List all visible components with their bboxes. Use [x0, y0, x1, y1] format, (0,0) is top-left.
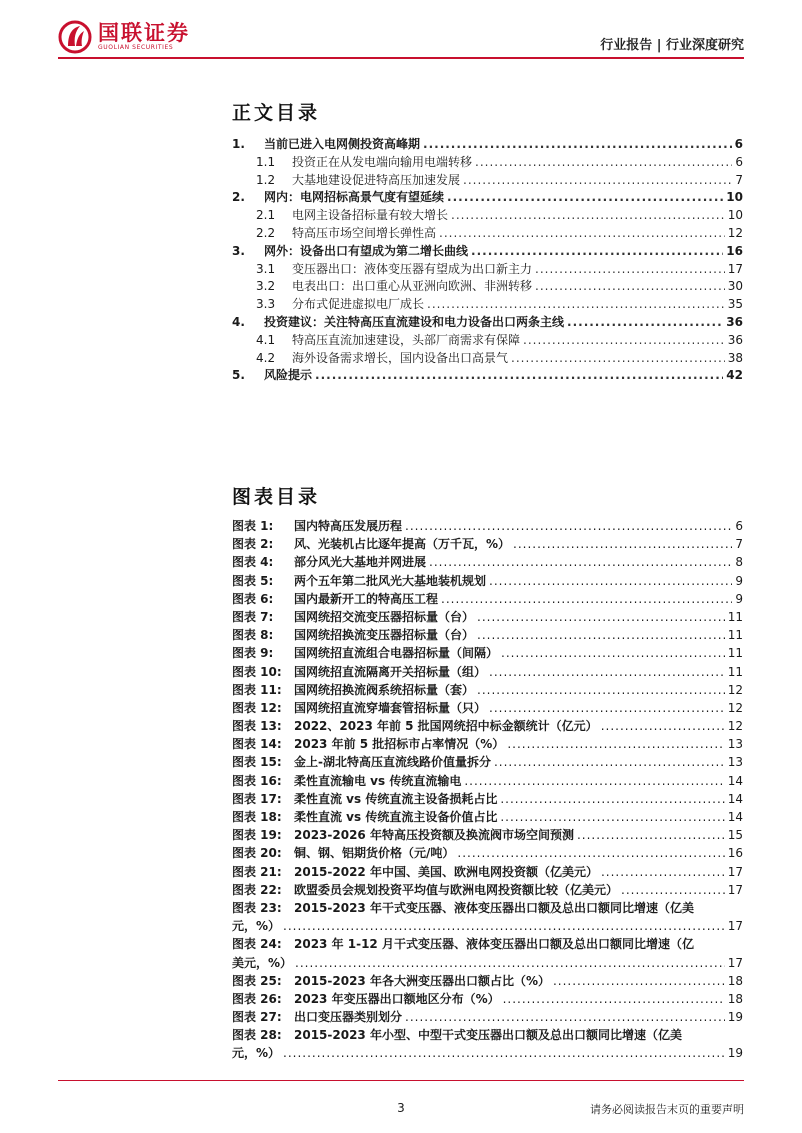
toc-entry-page: 35 [727, 297, 743, 312]
figure-entry-number: 图表 26: [232, 991, 282, 1006]
toc-leader-dots [567, 315, 723, 329]
toc-leader-dots [535, 279, 725, 293]
figure-entry-label: 国网统招直流隔离开关招标量（组） [294, 664, 487, 679]
toc-entry-page: 10 [727, 208, 743, 223]
toc-leader-dots [427, 297, 725, 311]
figure-entry[interactable] [232, 717, 743, 735]
figure-entry-page: 17 [727, 919, 743, 934]
figure-entry-number: 图表 9: [232, 646, 274, 661]
toc-entry-number: 5. [232, 368, 245, 383]
figure-entry-label: 2015-2023 年干式变压器、液体变压器出口额及总出口额同比增速（亿美 [294, 900, 694, 915]
toc-entry-label: 投资正在从发电端向输用电端转移 [292, 154, 473, 169]
figure-entry[interactable] [232, 663, 743, 681]
logo-name-en: GUOLIAN SECURITIES [98, 44, 174, 51]
toc-entry-label: 电表出口：出口重心从亚洲向欧洲、非洲转移 [292, 279, 533, 294]
figure-entry-continuation[interactable] [232, 1044, 743, 1062]
header-divider [58, 57, 744, 59]
toc-leader-dots [475, 155, 732, 169]
figure-entry[interactable] [232, 772, 743, 790]
figure-entry-page: 11 [727, 628, 743, 643]
toc-entry-page: 36 [726, 314, 743, 329]
toc-entry-number: 2.2 [256, 225, 276, 240]
figure-leader-dots [477, 608, 725, 626]
toc-entry-page: 42 [726, 368, 743, 383]
figure-entry[interactable] [232, 608, 743, 626]
toc-entry-number: 1.2 [256, 172, 276, 187]
figure-entry-number: 图表 19: [232, 828, 282, 843]
figure-entry-number: 图表 27: [232, 1010, 282, 1025]
toc-entry[interactable] [232, 366, 743, 384]
figure-leader-dots [601, 717, 725, 735]
figure-entry-number: 图表 8: [232, 628, 274, 643]
toc-leader-dots [523, 333, 725, 347]
figure-entry-label: 2015-2023 年各大洲变压器出口额占比（%） [294, 973, 550, 988]
figure-entry[interactable] [232, 553, 743, 571]
figure-entry-number: 图表 18: [232, 810, 282, 824]
toc-entry-number: 2. [232, 190, 245, 205]
figure-entry-label: 国网统招换流变压器招标量（台） [294, 628, 475, 643]
figures-title: 图表目录 [232, 486, 321, 508]
page-number: 3 [397, 1101, 405, 1115]
toc-entry-label: 当前已进入电网侧投资高峰期 [264, 137, 421, 151]
figure-entry[interactable] [232, 1008, 743, 1026]
page-header [0, 0, 802, 64]
figure-entry-page: 13 [727, 737, 743, 752]
figure-leader-dots [477, 626, 725, 644]
toc-entry[interactable] [232, 331, 743, 349]
toc-leader-dots [451, 208, 725, 222]
figure-entry-label: 出口变压器类别划分 [294, 1010, 403, 1025]
figure-entry-number: 图表 13: [232, 719, 282, 734]
toc-entry[interactable] [232, 295, 743, 313]
figure-leader-dots [501, 644, 725, 662]
figure-leader-dots [553, 972, 725, 990]
figure-entry-number: 图表 12: [232, 700, 282, 715]
toc-leader-dots [439, 226, 725, 240]
footer-notice: 请务必阅读报告末页的重要声明 [590, 1103, 744, 1116]
figure-entry-label: 铜、钢、铝期货价格（元/吨） [294, 846, 455, 861]
figure-leader-dots [500, 790, 724, 808]
figure-entry-number: 图表 6: [232, 591, 274, 606]
figure-entry-label: 2023 年前 5 批招标市占率情况（%） [294, 737, 505, 752]
toc-leader-dots [315, 368, 723, 382]
figure-entry[interactable] [232, 590, 743, 608]
toc-entry-number: 4. [232, 314, 245, 329]
toc-entry-number: 3.2 [256, 279, 276, 294]
figure-leader-dots [489, 699, 725, 717]
toc-entry-page: 10 [726, 190, 743, 205]
toc-entry[interactable] [232, 153, 743, 171]
figure-entry-number: 图表 14: [232, 737, 282, 752]
figure-entry-label: 欧盟委员会规划投资平均值与欧洲电网投资额比较（亿美元） [294, 882, 619, 897]
figure-entry-page: 14 [727, 773, 743, 788]
figure-entry-number: 图表 7: [232, 609, 274, 624]
figure-entry-number: 图表 23: [232, 900, 282, 915]
figure-entry-label: 柔性直流 vs 传统直流主设备价值占比 [294, 810, 498, 824]
figure-leader-dots [464, 772, 724, 790]
figure-entry[interactable] [232, 881, 743, 899]
figure-leader-dots [577, 826, 725, 844]
toc-entry-label: 分布式促进虚拟电厂成长 [292, 297, 425, 312]
toc-entry-page: 36 [727, 332, 743, 347]
figure-entry-label: 风、光装机占比逐年提高（万千瓦，%） [294, 537, 511, 552]
figure-entry-number: 图表 10: [232, 664, 282, 679]
figure-entry-label: 柔性直流输电 vs 传统直流输电 [294, 773, 462, 788]
figure-entry-label: 国网统招直流穿墙套管招标量（只） [294, 700, 487, 715]
figure-entry[interactable] [232, 735, 743, 753]
figure-entry-label: 国网统招交流变压器招标量（台） [294, 609, 475, 624]
figure-entry[interactable] [232, 826, 743, 844]
toc-entry-number: 1.1 [256, 154, 276, 169]
figure-entry-label: 国网统招换流阀系统招标量（套） [294, 682, 475, 697]
figure-entry[interactable] [232, 699, 743, 717]
toc-entry-number: 3.3 [256, 297, 276, 312]
toc-entry-label: 投资建议：关注特高压直流建设和电力设备出口两条主线 [264, 314, 565, 329]
figure-entry-continuation[interactable] [232, 917, 743, 935]
figure-entry-number: 图表 25: [232, 973, 282, 988]
toc-entry-label: 特高压直流加速建设，头部厂商需求有保障 [292, 332, 521, 347]
figure-entry-page: 14 [727, 791, 743, 806]
figure-entry-page: 11 [727, 664, 743, 679]
figure-leader-dots [601, 863, 725, 881]
toc-leader-dots [423, 137, 732, 151]
toc-entry[interactable] [232, 188, 743, 206]
figure-entry-number: 图表 17: [232, 791, 282, 806]
figure-entry[interactable] [232, 517, 743, 535]
toc-title: 正文目录 [232, 102, 321, 124]
figure-entry-page: 11 [727, 609, 743, 624]
figure-entry-number: 图表 22: [232, 882, 282, 897]
figure-entry-page: 6 [735, 519, 743, 533]
toc-leader-dots [447, 190, 723, 204]
toc-entry[interactable] [232, 242, 743, 260]
figure-entry-number: 图表 21: [232, 864, 282, 879]
toc-entry[interactable] [232, 277, 743, 295]
figure-leader-dots [457, 844, 724, 862]
toc-entry-number: 2.1 [256, 208, 276, 223]
figure-entry-number: 图表 28: [232, 1028, 282, 1043]
figure-entry-page: 17 [727, 882, 743, 897]
figure-entry-continuation[interactable] [232, 954, 743, 972]
figure-entry-page: 19 [727, 1046, 743, 1061]
figure-leader-dots [503, 990, 725, 1008]
figure-leader-dots [405, 1008, 725, 1026]
toc-entry-page: 12 [727, 225, 743, 240]
company-logo [58, 20, 190, 54]
figure-entry-label: 2023 年变压器出口额地区分布（%） [294, 991, 500, 1006]
figure-entry-label: 2015-2023 年小型、中型干式变压器出口额及总出口额同比增速（亿美 [294, 1028, 682, 1043]
toc-entry[interactable] [232, 135, 743, 153]
report-category: 行业报告 | 行业深度研究 [600, 38, 744, 53]
figure-entry[interactable] [232, 535, 743, 553]
figure-entry-number: 图表 24: [232, 937, 282, 952]
toc-entry-number: 3.1 [256, 261, 276, 276]
figure-entry-page: 12 [727, 700, 743, 715]
toc-entry-number: 4.1 [256, 332, 276, 347]
figure-entry[interactable] [232, 899, 743, 917]
toc-leader-dots [471, 244, 723, 258]
toc-entry-page: 17 [727, 261, 743, 276]
figure-entry-number: 图表 1: [232, 519, 274, 533]
figure-entry-number: 图表 16: [232, 773, 282, 788]
figure-entry-label: 柔性直流 vs 传统直流主设备损耗占比 [294, 791, 498, 806]
figure-entry-label-cont: 元，%） [232, 1046, 281, 1061]
toc-entry[interactable] [232, 313, 743, 331]
figure-entry-label: 2022、2023 年前 5 批国网统招中标金额统计（亿元） [294, 719, 598, 734]
toc-entry-page: 6 [735, 154, 743, 169]
toc-entry[interactable] [232, 171, 743, 189]
toc-entry-page: 30 [727, 279, 743, 294]
toc-entry[interactable] [232, 206, 743, 224]
figure-entry-page: 12 [727, 719, 743, 734]
figure-entry-page: 19 [727, 1010, 743, 1025]
figure-entry-page: 7 [735, 537, 743, 552]
toc-entry-page: 7 [735, 172, 743, 187]
logo-name-cn: 国联证券 [98, 21, 190, 45]
figure-entry-label: 金上-湖北特高压直流线路价值量拆分 [294, 755, 491, 770]
toc-entry-page: 38 [727, 350, 743, 365]
toc-entry-page: 6 [734, 137, 743, 151]
figure-entry-number: 图表 4: [232, 555, 274, 570]
figure-entry-number: 图表 11: [232, 682, 282, 697]
figure-entry[interactable] [232, 935, 743, 953]
figure-entry-page: 17 [727, 864, 743, 879]
figure-entry-label-cont: 元，%） [232, 919, 281, 934]
figure-entry-number: 图表 2: [232, 537, 274, 552]
figure-leader-dots [441, 590, 732, 608]
figure-entry-label: 国内最新开工的特高压工程 [294, 591, 439, 606]
toc-entry[interactable] [232, 260, 743, 278]
toc-leader-dots [511, 351, 725, 365]
figure-leader-dots [477, 681, 725, 699]
figure-list [232, 517, 743, 1063]
figure-entry-label: 国内特高压发展历程 [294, 519, 403, 533]
toc-entry-label: 特高压市场空间增长弹性高 [292, 225, 437, 240]
figure-entry-label: 部分风光大基地并网进展 [294, 555, 427, 570]
figure-entry-page: 8 [735, 555, 743, 570]
figure-entry-label: 2023 年 1-12 月干式变压器、液体变压器出口额及总出口额同比增速（亿 [294, 937, 694, 952]
toc-entry-label: 风险提示 [264, 368, 313, 383]
figure-entry-page: 13 [727, 755, 743, 770]
toc-entry-label: 网外：设备出口有望成为第二增长曲线 [264, 243, 469, 258]
figure-entry-number: 图表 20: [232, 846, 282, 861]
figure-leader-dots [621, 881, 725, 899]
figure-entry[interactable] [232, 753, 743, 771]
toc-entry-label: 海外设备需求增长，国内设备出口高景气 [292, 350, 509, 365]
figure-entry-page: 14 [727, 810, 743, 824]
figure-leader-dots [489, 663, 725, 681]
figure-entry-page: 18 [727, 991, 743, 1006]
figure-leader-dots [283, 917, 725, 935]
figure-entry[interactable] [232, 626, 743, 644]
figure-entry-page: 18 [727, 973, 743, 988]
figure-entry[interactable] [232, 790, 743, 808]
figure-entry[interactable] [232, 844, 743, 862]
figure-entry[interactable] [232, 1026, 743, 1044]
toc-entry-label: 网内：电网招标高景气度有望延续 [264, 190, 445, 205]
figure-entry-page: 9 [735, 573, 743, 588]
figure-leader-dots [405, 517, 732, 535]
figure-leader-dots [494, 753, 725, 771]
figure-entry-page: 9 [735, 591, 743, 606]
figure-entry-page: 15 [727, 828, 743, 843]
figure-leader-dots [500, 808, 724, 826]
figure-entry[interactable] [232, 863, 743, 881]
figure-leader-dots [429, 553, 732, 571]
toc-entry[interactable] [232, 224, 743, 242]
toc-entry-page: 16 [726, 243, 743, 258]
figure-entry-label: 国网统招直流组合电器招标量（间隔） [294, 646, 499, 661]
figure-entry-number: 图表 5: [232, 573, 274, 588]
figure-entry-page: 12 [727, 682, 743, 697]
guolian-logo-icon [58, 20, 92, 54]
figure-entry[interactable] [232, 572, 743, 590]
toc-entry-label: 电网主设备招标量有较大增长 [292, 208, 449, 223]
figure-entry-label: 两个五年第二批风光大基地装机规划 [294, 573, 487, 588]
figure-entry-label: 2015-2022 年中国、美国、欧洲电网投资额（亿美元） [294, 864, 598, 879]
toc-entry-label: 变压器出口：液体变压器有望成为出口新主力 [292, 261, 533, 276]
figure-leader-dots [283, 1044, 725, 1062]
toc-entry[interactable] [232, 349, 743, 367]
figure-entry-page: 16 [727, 846, 743, 861]
footer-divider [58, 1080, 744, 1081]
figure-entry[interactable] [232, 681, 743, 699]
table-of-contents [232, 135, 743, 384]
figure-entry-label: 2023-2026 年特高压投资额及换流阀市场空间预测 [294, 828, 574, 843]
figure-leader-dots [295, 954, 725, 972]
figure-leader-dots [489, 572, 732, 590]
figure-entry-number: 图表 15: [232, 755, 282, 770]
toc-leader-dots [535, 262, 725, 276]
toc-entry-label: 大基地建设促进特高压加速发展 [292, 172, 461, 187]
figure-entry[interactable] [232, 972, 743, 990]
toc-entry-number: 3. [232, 243, 245, 258]
figure-leader-dots [507, 735, 724, 753]
figure-leader-dots [513, 535, 732, 553]
figure-entry-label-cont: 美元，%） [232, 955, 293, 970]
toc-entry-number: 1. [232, 137, 245, 151]
toc-leader-dots [463, 173, 732, 187]
figure-entry-page: 11 [727, 646, 743, 661]
toc-entry-number: 4.2 [256, 350, 276, 365]
figure-entry[interactable] [232, 808, 743, 826]
figure-entry[interactable] [232, 644, 743, 662]
figure-entry[interactable] [232, 990, 743, 1008]
figure-entry-page: 17 [727, 955, 743, 970]
